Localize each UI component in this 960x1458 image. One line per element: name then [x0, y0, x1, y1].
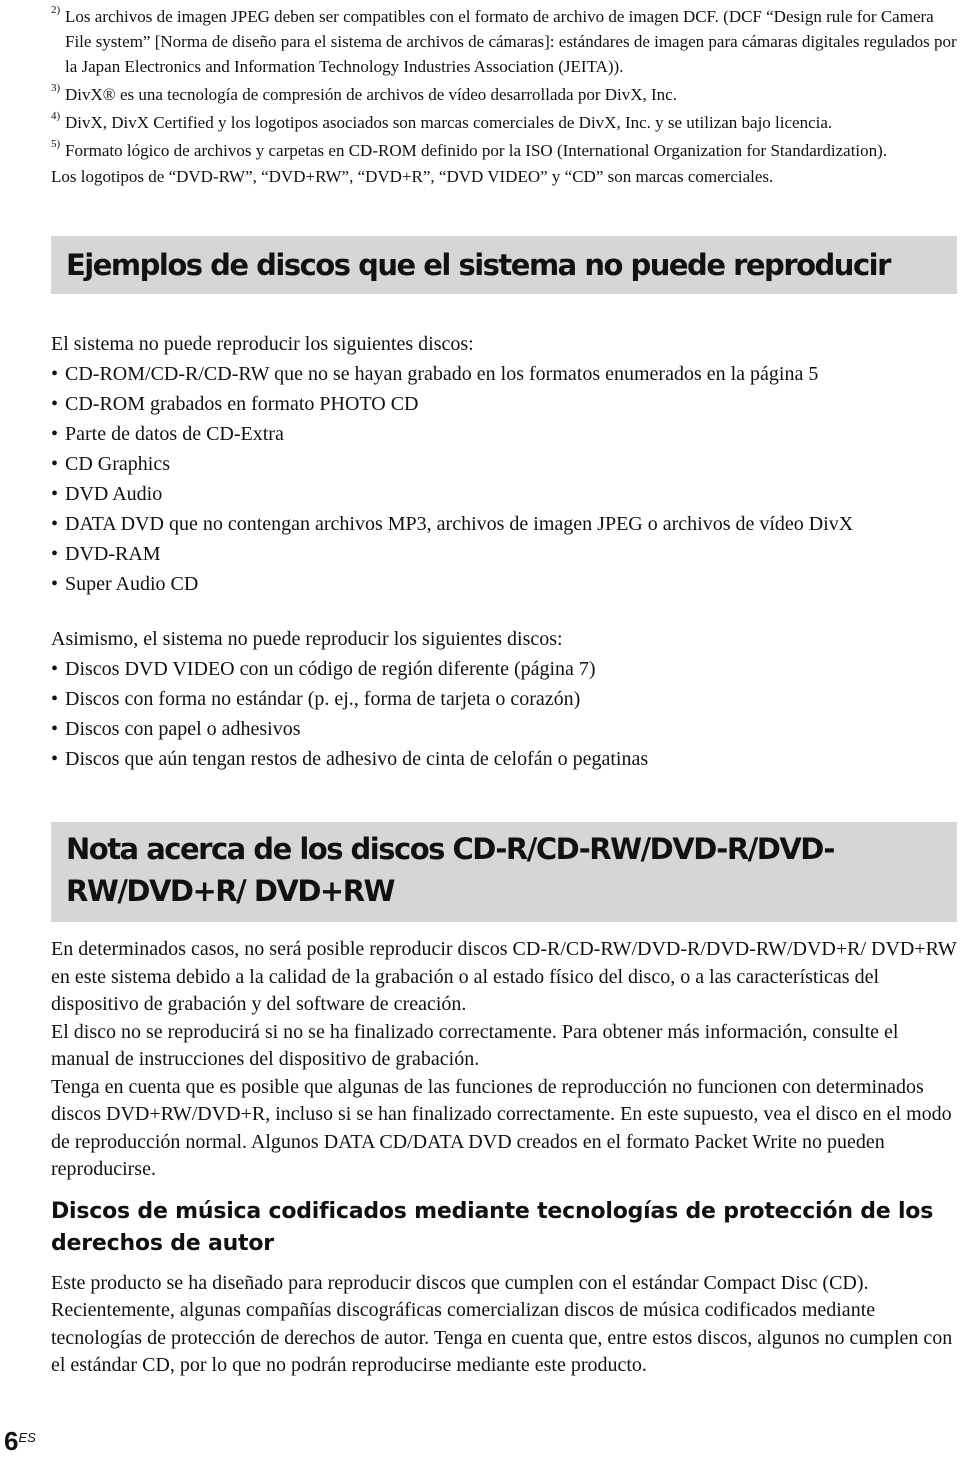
footnote-text: DivX® es una tecnología de compresión de archivos de vídeo desarrollada por DivX, Inc.: [65, 85, 677, 104]
footnote-4: [51, 110, 957, 135]
footnote-5: [51, 138, 957, 163]
list-item: • DATA DVD que no contengan archivos MP3, archivos de imagen JPEG o archivos de vídeo DivX: [51, 509, 957, 539]
list-item: • DVD Audio: [51, 479, 957, 509]
list-item: • CD Graphics: [51, 449, 957, 479]
subsection-heading-copy-protection: Discos de música codificados mediante tecnologías de protección de los derechos de autor: [51, 1198, 934, 1256]
footnote-text: Formato lógico de archivos y carpetas en CD-ROM definido por la ISO (International Organization for Standardization).: [65, 141, 888, 160]
trademark-note: Los logotipos de “DVD-RW”, “DVD+RW”, “DVD+R”, “DVD VIDEO” y “CD” son marcas comerciales.: [51, 167, 774, 186]
footnote-number: 3): [51, 82, 61, 94]
unplayable-disc-list: [51, 359, 957, 599]
section-heading-unplayable-discs: Ejemplos de discos que el sistema no puede reproducir: [51, 236, 957, 294]
paragraph: El disco no se reproducirá si no se ha finalizado correctamente. Para obtener más información, consulte el manual de instrucciones del dispositivo de grabación.: [51, 1020, 899, 1070]
footnote-text: Los archivos de imagen JPEG deben ser compatibles con el formato de archivo de imagen DCF. (DCF “Design rule for Camera File system” [Norma de diseño para el sistema de archivos de cámaras]: estándares de imagen para cámaras digitales regulados por la Japan Electronics and Information Technology Industries Association (JEITA)).: [65, 7, 957, 76]
footnote-3: [51, 82, 957, 107]
footnote-number: 2): [51, 4, 61, 16]
list-item: • Super Audio CD: [51, 569, 957, 599]
section-intro: El sistema no puede reproducir los siguientes discos:: [51, 333, 474, 355]
list-item: • CD-ROM grabados en formato PHOTO CD: [51, 389, 957, 419]
list-item: • Discos DVD VIDEO con un código de región diferente (página 7): [51, 654, 957, 684]
page-number-value: 6: [4, 1426, 19, 1456]
list-item: • DVD-RAM: [51, 539, 957, 569]
paragraph: Tenga en cuenta que es posible que algunas de las funciones de reproducción no funcionen con determinados discos DVD+RW/DVD+R, incluso si se han finalizado correctamente. En este supuesto, vea el disco en el modo de reproducción normal. Algunos DATA CD/DATA DVD creados en el formato Packet Write no pueden reproducirse.: [51, 1075, 952, 1180]
paragraph: En determinados casos, no será posible reproducir discos CD-R/CD-RW/DVD-R/DVD-RW/DVD+R/ DVD+RW en este sistema debido a la calidad de la grabación o al estado físico del disco, o a las características del dispositivo de grabación y del software de creación.: [51, 938, 957, 1015]
section-heading-recordable-discs: Nota acerca de los discos CD-R/CD-RW/DVD-R/DVD-RW/DVD+R/ DVD+RW: [51, 822, 957, 922]
section-intro-2: Asimismo, el sistema no puede reproducir los siguientes discos:: [51, 628, 563, 650]
paragraph: Este producto se ha diseñado para reproducir discos que cumplen con el estándar Compact Disc (CD). Recientemente, algunas compañías discográficas comercializan discos de música codificados mediante tecnologías de protección de derechos de autor. Tenga en cuenta que, entre estos discos, algunos no cumplen con el estándar CD, por lo que no podrán reproducirse mediante este producto.: [51, 1271, 953, 1376]
list-item: • Parte de datos de CD-Extra: [51, 419, 957, 449]
list-item: • Discos con forma no estándar (p. ej., forma de tarjeta o corazón): [51, 684, 957, 714]
unplayable-disc-list-2: [51, 654, 957, 774]
list-item: • Discos que aún tengan restos de adhesivo de cinta de celofán o pegatinas: [51, 744, 957, 774]
page-content: [51, 0, 957, 1380]
footnote-2: [51, 4, 957, 79]
list-item: • Discos con papel o adhesivos: [51, 714, 957, 744]
footnote-number: 5): [51, 138, 61, 150]
footnote-text: DivX, DivX Certified y los logotipos asociados son marcas comerciales de DivX, Inc. y se utilizan bajo licencia.: [65, 113, 833, 132]
page-number: [4, 1426, 36, 1457]
page-language-code: ES: [18, 1430, 36, 1445]
footnote-number: 4): [51, 110, 61, 122]
list-item: • CD-ROM/CD-R/CD-RW que no se hayan grabado en los formatos enumerados en la página 5: [51, 359, 957, 389]
